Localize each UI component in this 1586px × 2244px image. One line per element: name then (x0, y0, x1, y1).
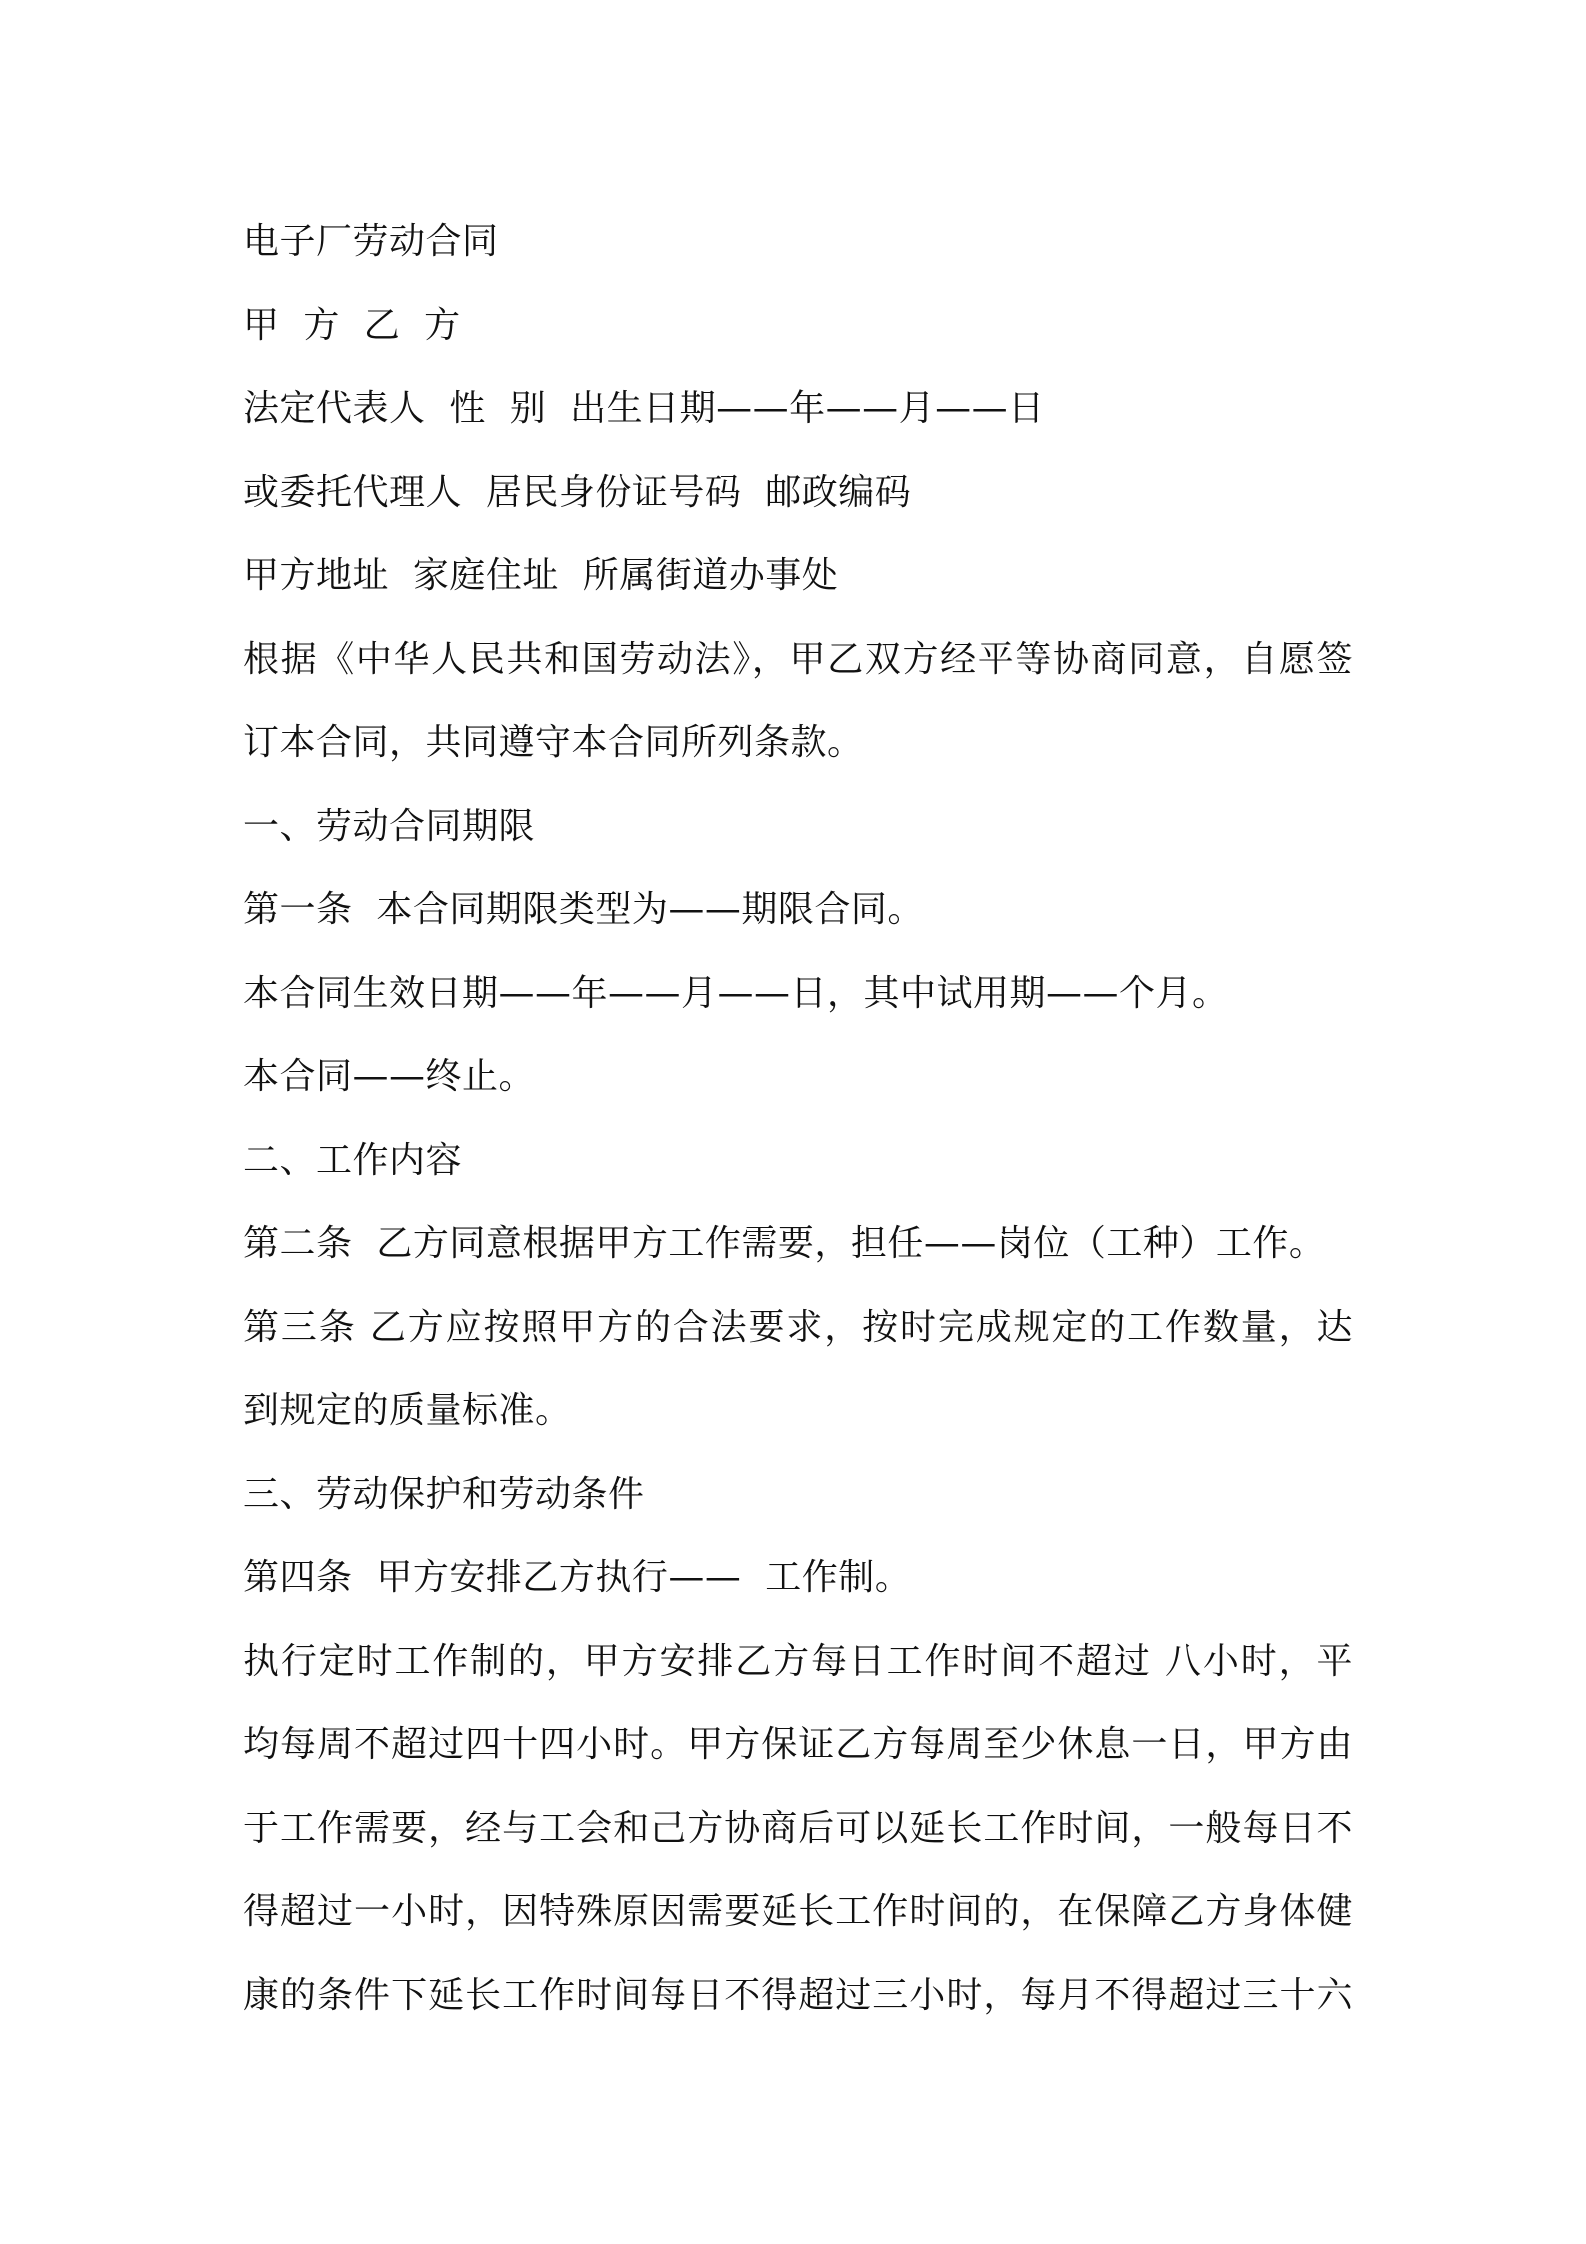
article-2: 第二条 乙方同意根据甲方工作需要，担任——岗位（工种）工作。 (243, 1223, 1326, 1264)
section-heading-3: 三、劳动保护和劳动条件 (243, 1473, 645, 1515)
section-heading-1: 一、劳动合同期限 (243, 805, 536, 847)
agent-info-line: 或委托代理人 居民身份证号码 邮政编码 (243, 471, 912, 513)
article-3-line-1: 第三条 乙方应按照甲方的合法要求，按时完成规定的工作数量，达 (243, 1306, 1353, 1348)
preamble-line-1: 根据《中华人民共和国劳动法》，甲乙双方经平等协商同意，自愿签 (243, 638, 1353, 680)
working-hours-line-1: 执行定时工作制的，甲方安排乙方每日工作时间不超过 八小时，平 (243, 1640, 1353, 1682)
preamble-line-2: 订本合同，共同遵守本合同所列条款。 (243, 722, 864, 763)
effective-date-line: 本合同生效日期——年——月——日，其中试用期——个月。 (243, 972, 1229, 1014)
article-4: 第四条 甲方安排乙方执行—— 工作制。 (243, 1557, 912, 1598)
document-body (243, 200, 1353, 2037)
document-title: 电子厂劳动合同 (243, 221, 499, 262)
address-info-line: 甲方地址 家庭住址 所属街道办事处 (243, 555, 839, 596)
article-3-line-2: 到规定的质量标准。 (243, 1390, 572, 1431)
working-hours-line-5: 康的条件下延长工作时间每日不得超过三小时，每月不得超过三十六 (243, 1974, 1353, 2016)
section-heading-2: 二、工作内容 (243, 1139, 463, 1181)
article-1: 第一条 本合同期限类型为——期限合同。 (243, 889, 924, 930)
working-hours-line-4: 得超过一小时，因特殊原因需要延长工作时间的，在保障乙方身体健 (243, 1891, 1353, 1932)
working-hours-line-2: 均每周不超过四十四小时。甲方保证乙方每周至少休息一日，甲方由 (243, 1724, 1353, 1765)
representative-info-line: 法定代表人 性 别 出生日期——年——月——日 (243, 388, 1045, 429)
working-hours-line-3: 于工作需要，经与工会和己方协商后可以延长工作时间，一般每日不 (243, 1807, 1353, 1849)
termination-line: 本合同——终止。 (243, 1056, 536, 1097)
party-labels-line: 甲 方 乙 方 (243, 304, 461, 346)
